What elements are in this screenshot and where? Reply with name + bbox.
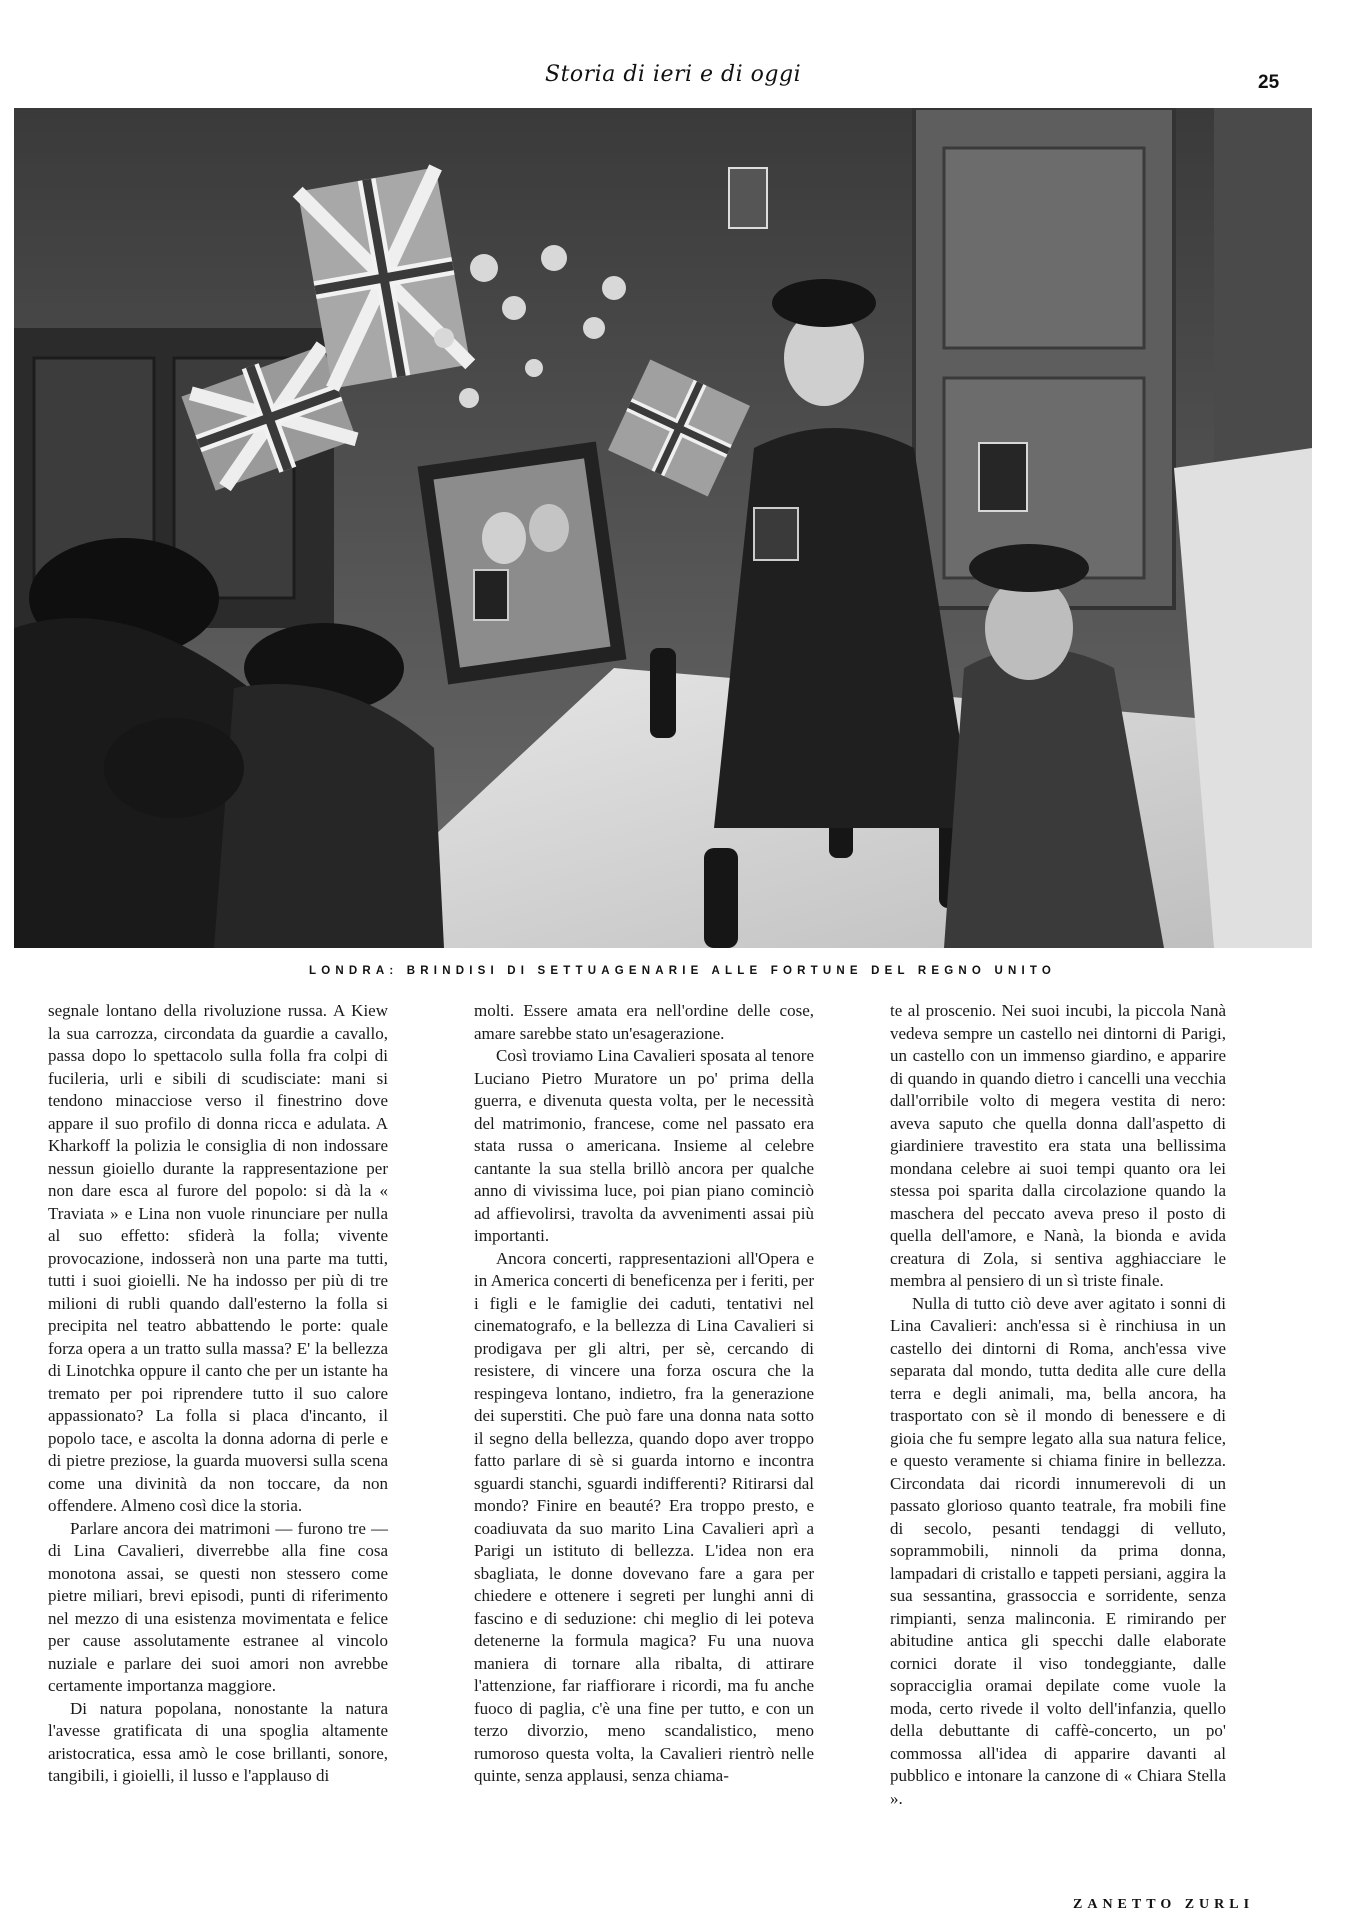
article-column-2 [474, 1000, 814, 1788]
article-column-3 [890, 1000, 1226, 1810]
article-column-1 [48, 1000, 388, 1788]
photo-toast-scene [14, 108, 1312, 948]
article-paragraph: Di natura popolana, nonostante la natura l'avesse gratificata di una spoglia altamente aristocratica, essa amò le cose brillanti, sonore, tangibili, i gioielli, il lusso e l'applauso di [48, 1698, 388, 1785]
article-paragraph: Così troviamo Lina Cavalieri sposata al tenore Luciano Pietro Muratore un po' prima della guerra, e divenuta questa volta, per le necessità del matrimonio, francese, come nel passato era stata russa o americana. Insieme al celebre cantante la sua stella brillò ancora per qualche anno di vivissima luce, poi pian piano cominciò ad affievolirsi, travolta da avvenimenti assai più importanti. [474, 1046, 814, 1245]
article-paragraph: Parlare ancora dei matrimoni — furono tre — di Lina Cavalieri, diverrebbe alla fine cosa monotona assai, se questi non stessero come pietre miliari, brevi episodi, punti di riferimento nel mezzo di una esistenza movimentata e felice per cause assolutamente estranee al vincolo nuziale e parlare dei suoi amori non avrebbe certamente importanza maggiore. [48, 1518, 388, 1695]
page-number: 25 [1258, 72, 1280, 93]
article-paragraph: molti. Essere amata era nell'ordine delle cose, amare sarebbe stato un'esagerazione. [474, 1001, 814, 1043]
author-signature: ZANETTO ZURLI [1073, 1897, 1255, 1912]
header-title: Storia di ieri e di oggi [545, 62, 802, 87]
article-paragraph: te al proscenio. Nei suoi incubi, la piccola Nanà vedeva sempre un castello nei dintorni di Parigi, un castello con un immenso giardino, e apparire di quando in quando dietro i cancelli una vecchia dall'orribile volto di megera vestita di nero: aveva saputo che quella donna dall'aspetto di giardiniere travestito era stata una bellissima mondana celebre ai suoi tempi quanto ora lei stessa poi sparita dalla circolazione quando la maschera del peccato aveva preso il posto di quella dell'amore, e Nanà, la bionda e avida creatura di Zola, si sentiva agghiacciare le membra al pensiero di un sì triste finale. [890, 1001, 1226, 1290]
article-paragraph: Nulla di tutto ciò deve aver agitato i sonni di Lina Cavalieri: anch'essa si è rinchiusa in un castello dei dintorni di Roma, anch'essa vive separata dal mondo, tutta dedita alle cure della terra e degli animali, ma, bella ancora, ha trasportato con sè il mondo di benessere e di gioia che fu sempre legato alla sua natura felice, e questo veramente si chiama finire in bellezza. Circondata dai ricordi innumerevoli di un passato glorioso quanto teatrale, fra mobili fine di secolo, pesanti tendaggi di velluto, soprammobili, ninnoli da prima donna, lampadari di cristallo e tappeti persiani, aggira la sua sessantina, grassoccia e sorridente, senza rimpianti, senza malinconia. E rimirando per abitudine antica gli specchi dalle elaborate cornici dorate il viso tondeggiante, dalle sopracciglia oramai depilate come vuole la moda, certo rivede il volto dell'infanzia, quello della debuttante di caffè-concerto, un po' commossa all'idea di apparire davanti al pubblico e intonare la canzone di « Chiara Stella ». [890, 1293, 1226, 1808]
framed-royal-portrait [418, 442, 627, 685]
article-paragraph: Ancora concerti, rappresentazioni all'Opera e in America concerti di beneficenza per i feriti, per i figli e le famiglie dei caduti, tentativi nel cinematografo, e la bellezza di Lina Cavalieri si prodigava per gli altri, per sè, cercando di resistere, di vincere una forza oscura che la respingeva lontano, indietro, fra la generazione dei superstiti. Che può fare una donna nata sotto il segno della bellezza, quando dopo aver troppo fatto parlare di sè si guarda intorno e incontra sguardi stanchi, sguardi indifferenti? Ritirarsi dal mondo? Finire en beauté? Era troppo presto, e coadiuvata da suo marito Lina Cavalieri aprì a Parigi un istituto di bellezza. L'idea non era sbagliata, le donne dovevano fare a gara per chiedere e ottenere i segreti per lunghi anni di fascino e di seduzione: chi meglio di lei poteva detenerne la formula magica? Fu una nuova maniera di tornare alla ribalta, di attirare l'attenzione, far riaffiorare i ricordi, ma fu anche fuoco di paglia, c'è una fine per tutto, e con un terzo divorzio, meno scandalistico, meno rumoroso questa volta, la Cavalieri rientrò nelle quinte, senza applausi, senza chiama- [474, 1248, 814, 1785]
photo-caption: LONDRA: BRINDISI DI SETTUAGENARIE ALLE FORTUNE DEL REGNO UNITO [308, 965, 1057, 977]
article-paragraph: segnale lontano della rivoluzione russa. A Kiew la sua carrozza, circondata da guardie a cavallo, passa dopo lo spettacolo sulla folla fra colpi di fucileria, urli e sibili di scudisciate: mani si tendono minacciose verso il finestrino dove appare il suo profilo di donna ricca e adulata. A Kharkoff la polizia le consiglia di non indossare nessun gioiello durante la rappresentazione per non dare esca al furore del popolo: si dà la « Traviata » e Lina non vuole rinunciare per nulla al suo effetto: sfiderà la folla; vivente provocazione, indosserà non una parte ma tutti, tutti i suoi gioielli. Ne ha indosso per più di tre milioni di rubli quando dall'esterno la folla si precipita nel teatro abbattendo le porte: quale forza opera a un tratto sulla massa? E' la bellezza di Linotchka oppure il canto che per un istante ha tremato per poi riprendere tutto il suo calore appassionato? La folla si placa d'incanto, il popolo tace, e ascolta la donna adorna di perle e di pietre preziose, la guarda muoversi sulla scena come una divinità da non toccare, da non offendere. Almeno così dice la storia. [48, 1001, 388, 1515]
